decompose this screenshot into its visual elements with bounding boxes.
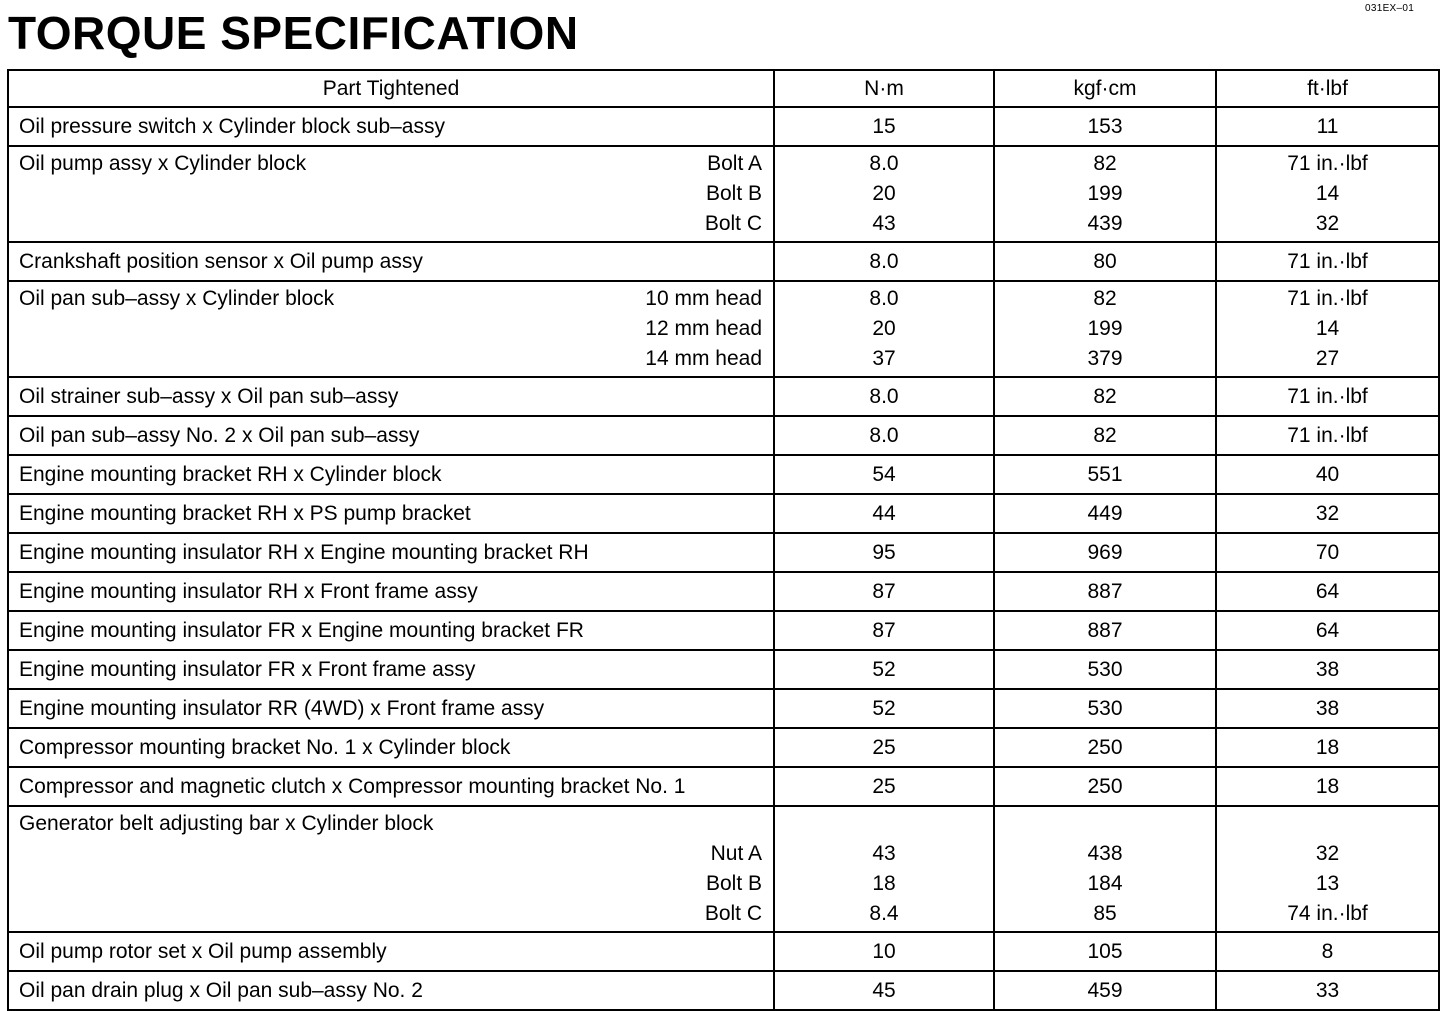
table-row: [8, 728, 1439, 767]
part-name: Oil strainer sub–assy x Oil pan sub–assy: [19, 385, 399, 408]
nm-value: 8.4: [869, 902, 899, 925]
nm-value: 8.0: [869, 385, 899, 408]
ft-lbf-value: 70: [1315, 541, 1340, 564]
page-title: TORQUE SPECIFICATION: [8, 7, 579, 59]
kgf-cm-value: 459: [1087, 979, 1123, 1002]
table-header-row: [8, 70, 1439, 107]
table-row: [8, 494, 1439, 533]
kgf-cm-value: 449: [1087, 502, 1123, 525]
kgf-cm-value: 82: [1093, 385, 1117, 408]
part-name: Oil pressure switch x Cylinder block sub–assy: [19, 115, 445, 138]
kgf-cm-value: 530: [1087, 697, 1123, 720]
column-header-ft-lbf: ft·lbf: [1216, 70, 1439, 107]
part-name: Engine mounting insulator RH x Engine mounting bracket RH: [19, 541, 589, 564]
ft-lbf-value: 74 in.·lbf: [1287, 902, 1368, 925]
kgf-cm-value: 551: [1087, 463, 1123, 486]
table-row: [8, 107, 1439, 146]
table-row: [8, 416, 1439, 455]
ft-lbf-value: 38: [1315, 697, 1340, 720]
nm-value: 20: [872, 182, 896, 205]
ft-lbf-value: 18: [1315, 775, 1340, 798]
table-row: [8, 932, 1439, 971]
ft-lbf-value: 40: [1315, 463, 1340, 486]
kgf-cm-value: 199: [1087, 182, 1123, 205]
kgf-cm-value: 85: [1093, 902, 1117, 925]
ft-lbf-value: 18: [1315, 736, 1340, 759]
nm-value: 44: [872, 502, 896, 525]
table-row: [8, 806, 1439, 932]
kgf-cm-value: 438: [1087, 842, 1123, 865]
table-row: [8, 572, 1439, 611]
part-name: Oil pan drain plug x Oil pan sub–assy No. 2: [19, 979, 423, 1002]
nm-value: 37: [872, 347, 896, 370]
part-name: Oil pump rotor set x Oil pump assembly: [19, 940, 387, 963]
nm-value: 10: [872, 940, 896, 963]
part-name: Engine mounting insulator FR x Engine mounting bracket FR: [19, 619, 584, 642]
table-row: [8, 455, 1439, 494]
nm-value: 87: [872, 580, 896, 603]
document-code: 031EX–01: [1365, 3, 1415, 14]
ft-lbf-value: 71 in.·lbf: [1287, 250, 1368, 273]
table-row: [8, 377, 1439, 416]
table-row: [8, 533, 1439, 572]
table-row: [8, 650, 1439, 689]
ft-lbf-value: 32: [1315, 502, 1340, 525]
kgf-cm-value: 153: [1087, 115, 1123, 138]
table-row: [8, 971, 1439, 1010]
nm-value: 54: [872, 463, 896, 486]
sub-label: Bolt C: [704, 902, 762, 925]
table-row: [8, 242, 1439, 281]
part-name: Engine mounting bracket RH x Cylinder block: [19, 463, 442, 486]
part-name: Crankshaft position sensor x Oil pump assy: [19, 250, 423, 273]
kgf-cm-value: 105: [1087, 940, 1123, 963]
nm-value: 15: [872, 115, 896, 138]
nm-value: 43: [872, 842, 896, 865]
ft-lbf-value: 71 in.·lbf: [1287, 385, 1368, 408]
nm-value: 8.0: [869, 152, 899, 175]
ft-lbf-value: 71 in.·lbf: [1287, 152, 1368, 175]
ft-lbf-value: 38: [1315, 658, 1340, 681]
kgf-cm-value: 250: [1087, 736, 1123, 759]
ft-lbf-value: 27: [1315, 347, 1340, 370]
ft-lbf-value: 14: [1315, 182, 1340, 205]
ft-lbf-value: 11: [1316, 115, 1339, 138]
kgf-cm-value: 439: [1087, 212, 1123, 235]
column-header-nm: N·m: [774, 70, 994, 107]
table-row: [8, 146, 1439, 242]
nm-value: 8.0: [869, 250, 899, 273]
kgf-cm-value: 82: [1093, 152, 1117, 175]
part-name: Engine mounting insulator RH x Front frame assy: [19, 580, 478, 603]
sub-label: 12 mm head: [645, 317, 762, 340]
table-row: [8, 689, 1439, 728]
table-row: [8, 611, 1439, 650]
nm-value: 52: [872, 658, 896, 681]
kgf-cm-value: 184: [1087, 872, 1123, 895]
column-header-part: Part Tightened: [8, 70, 774, 107]
kgf-cm-value: 379: [1087, 347, 1123, 370]
ft-lbf-value: 64: [1315, 619, 1340, 642]
part-name: Oil pump assy x Cylinder block: [19, 152, 307, 175]
part-name: Oil pan sub–assy x Cylinder block: [19, 287, 335, 310]
kgf-cm-value: 199: [1087, 317, 1123, 340]
nm-value: 52: [872, 697, 896, 720]
ft-lbf-value: 64: [1315, 580, 1340, 603]
kgf-cm-value: 82: [1093, 287, 1117, 310]
nm-value: 25: [872, 736, 896, 759]
kgf-cm-value: 887: [1087, 619, 1123, 642]
nm-value: 18: [872, 872, 896, 895]
part-name: Engine mounting bracket RH x PS pump bracket: [19, 502, 471, 525]
nm-value: 8.0: [869, 287, 899, 310]
ft-lbf-value: 14: [1315, 317, 1340, 340]
nm-value: 43: [872, 212, 896, 235]
nm-value: 8.0: [869, 424, 899, 447]
ft-lbf-value: 71 in.·lbf: [1287, 287, 1368, 310]
sub-label: Nut A: [710, 842, 762, 865]
kgf-cm-value: 887: [1087, 580, 1123, 603]
part-name: Generator belt adjusting bar x Cylinder block: [19, 812, 434, 835]
column-header-kgf-cm: kgf·cm: [994, 70, 1216, 107]
ft-lbf-value: 32: [1315, 212, 1340, 235]
nm-value: 87: [872, 619, 896, 642]
kgf-cm-value: 82: [1093, 424, 1117, 447]
nm-value: 20: [872, 317, 896, 340]
kgf-cm-value: 80: [1093, 250, 1117, 273]
sub-label: 10 mm head: [645, 287, 762, 310]
nm-value: 95: [872, 541, 896, 564]
sub-label: Bolt B: [705, 182, 762, 205]
ft-lbf-value: 71 in.·lbf: [1287, 424, 1368, 447]
table-row: [8, 767, 1439, 806]
part-name: Oil pan sub–assy No. 2 x Oil pan sub–assy: [19, 424, 420, 447]
part-name: Compressor mounting bracket No. 1 x Cylinder block: [19, 736, 511, 759]
ft-lbf-value: 8: [1321, 940, 1334, 963]
sub-label: Bolt C: [704, 212, 762, 235]
sub-label: 14 mm head: [645, 347, 762, 370]
nm-value: 25: [872, 775, 896, 798]
table-row: [8, 281, 1439, 377]
sub-label: Bolt A: [707, 152, 762, 175]
kgf-cm-value: 969: [1087, 541, 1123, 564]
part-name: Engine mounting insulator RR (4WD) x Front frame assy: [19, 697, 545, 720]
torque-spec-table: [7, 69, 1440, 1011]
nm-value: 45: [872, 979, 896, 1002]
kgf-cm-value: 530: [1087, 658, 1123, 681]
part-name: Compressor and magnetic clutch x Compressor mounting bracket No. 1: [19, 775, 686, 798]
ft-lbf-value: 33: [1315, 979, 1340, 1002]
ft-lbf-value: 32: [1315, 842, 1340, 865]
sub-label: Bolt B: [705, 872, 762, 895]
ft-lbf-value: 13: [1315, 872, 1340, 895]
part-name: Engine mounting insulator FR x Front frame assy: [19, 658, 476, 681]
kgf-cm-value: 250: [1087, 775, 1123, 798]
